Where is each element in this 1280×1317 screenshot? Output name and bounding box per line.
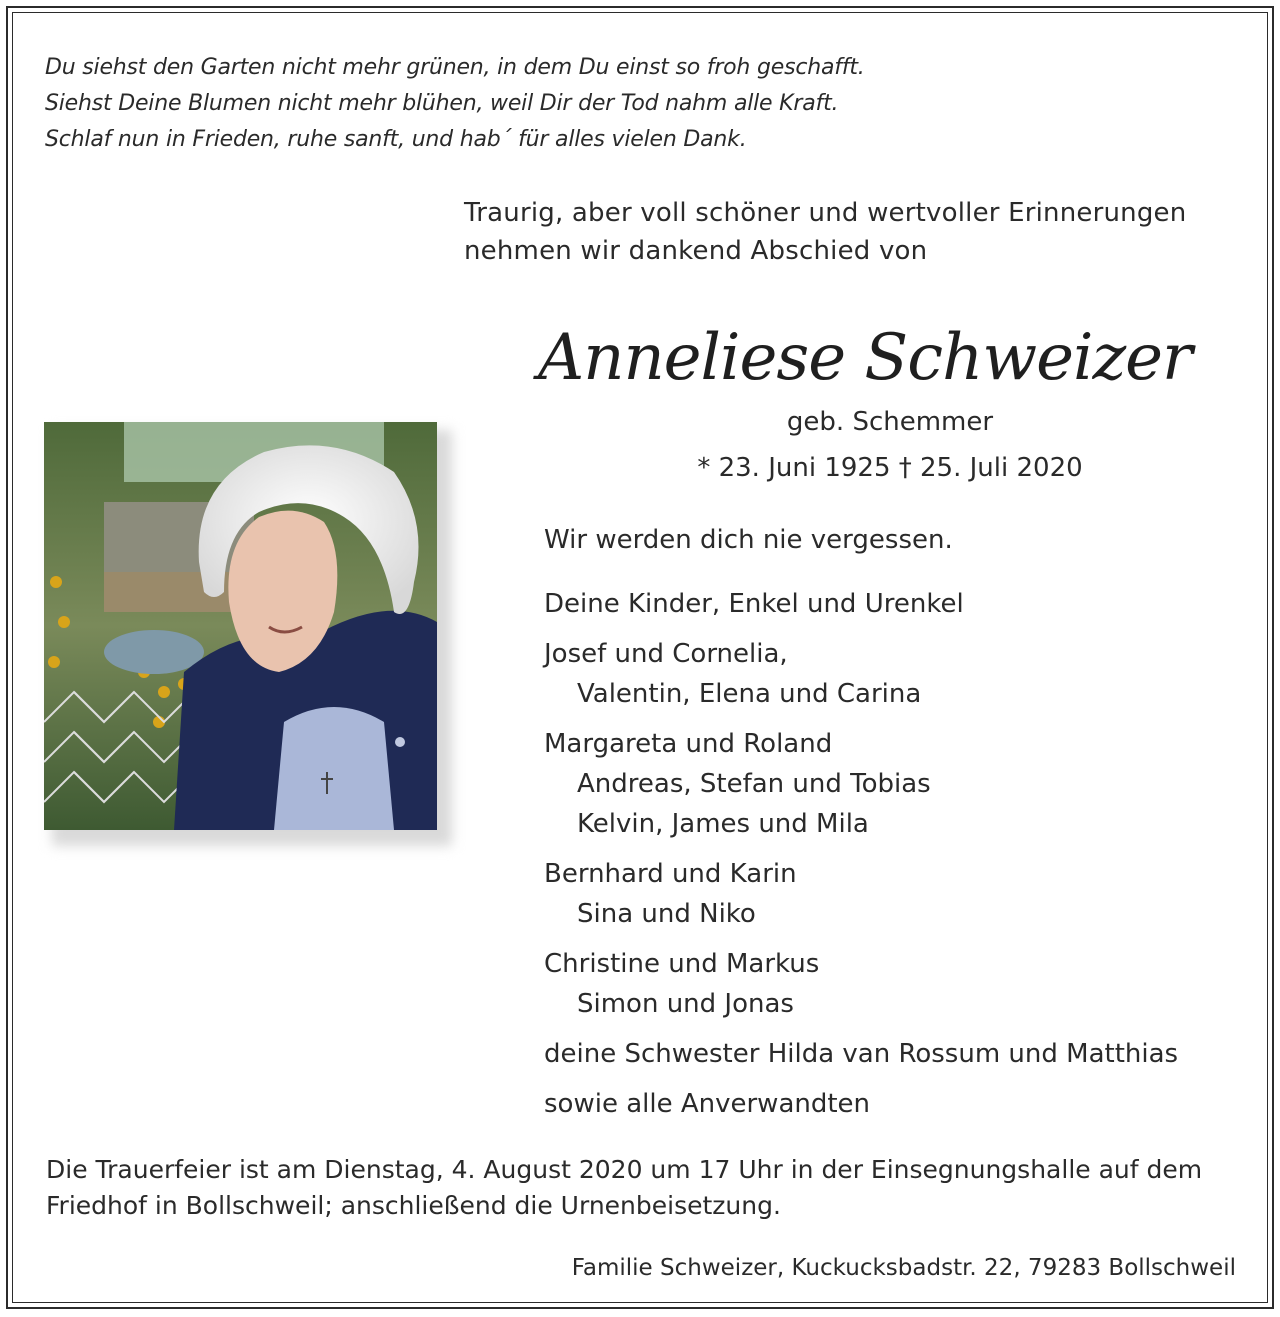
- ceremony-notice: [46, 1152, 1246, 1224]
- portrait-photo: [44, 422, 437, 830]
- deceased-name: Anneliese Schweizer: [538, 321, 1192, 395]
- family-heading: Deine Kinder, Enkel und Urenkel: [544, 589, 964, 619]
- intro-text: [464, 194, 1254, 270]
- poem-line: Du siehst den Garten nicht mehr grünen, in dem Du einst so froh geschafft.: [45, 55, 865, 80]
- poem-line: Siehst Deine Blumen nicht mehr blühen, weil Dir der Tod nahm alle Kraft.: [45, 91, 839, 116]
- poem-line: Schlaf nun in Frieden, ruhe sanft, und hab´ für alles vielen Dank.: [45, 127, 747, 152]
- ceremony-line: Die Trauerfeier ist am Dienstag, 4. August 2020 um 17 Uhr in der Einsegnungshalle auf dem: [46, 1155, 1203, 1184]
- life-dates: * 23. Juni 1925 † 25. Juli 2020: [697, 453, 1083, 483]
- family-group: [544, 854, 1264, 934]
- mourners-list: [544, 520, 1264, 1124]
- family-address: Familie Schweizer, Kuckucksbadstr. 22, 79283 Bollschweil: [571, 1255, 1236, 1281]
- family-group: [544, 634, 1264, 714]
- children-line: Valentin, Elena und Carina: [577, 679, 922, 709]
- intro-line: nehmen wir dankend Abschied von: [464, 236, 928, 266]
- poem: [45, 50, 1045, 158]
- sister-line: deine Schwester Hilda van Rossum und Matthias: [544, 1039, 1179, 1069]
- family-group: [544, 724, 1264, 844]
- children-line: Sina und Niko: [577, 899, 756, 929]
- children-line: Simon und Jonas: [577, 989, 794, 1019]
- birth-name: geb. Schemmer: [786, 407, 994, 437]
- farewell-line: Wir werden dich nie vergessen.: [544, 525, 953, 555]
- family-group: [544, 944, 1264, 1024]
- intro-line: Traurig, aber voll schöner und wertvoller Erinnerungen: [464, 198, 1187, 228]
- parents-line: Josef und Cornelia,: [544, 639, 788, 669]
- parents-line: Bernhard und Karin: [544, 859, 797, 889]
- relatives-line: sowie alle Anverwandten: [544, 1089, 871, 1119]
- children-line: Andreas, Stefan und Tobias: [577, 769, 931, 799]
- parents-line: Christine und Markus: [544, 949, 820, 979]
- ceremony-line: Friedhof in Bollschweil; anschließend die Urnenbeisetzung.: [46, 1191, 781, 1220]
- parents-line: Margareta und Roland: [544, 729, 833, 759]
- children-line: Kelvin, James und Mila: [577, 809, 869, 839]
- portrait-illustration: [44, 422, 437, 830]
